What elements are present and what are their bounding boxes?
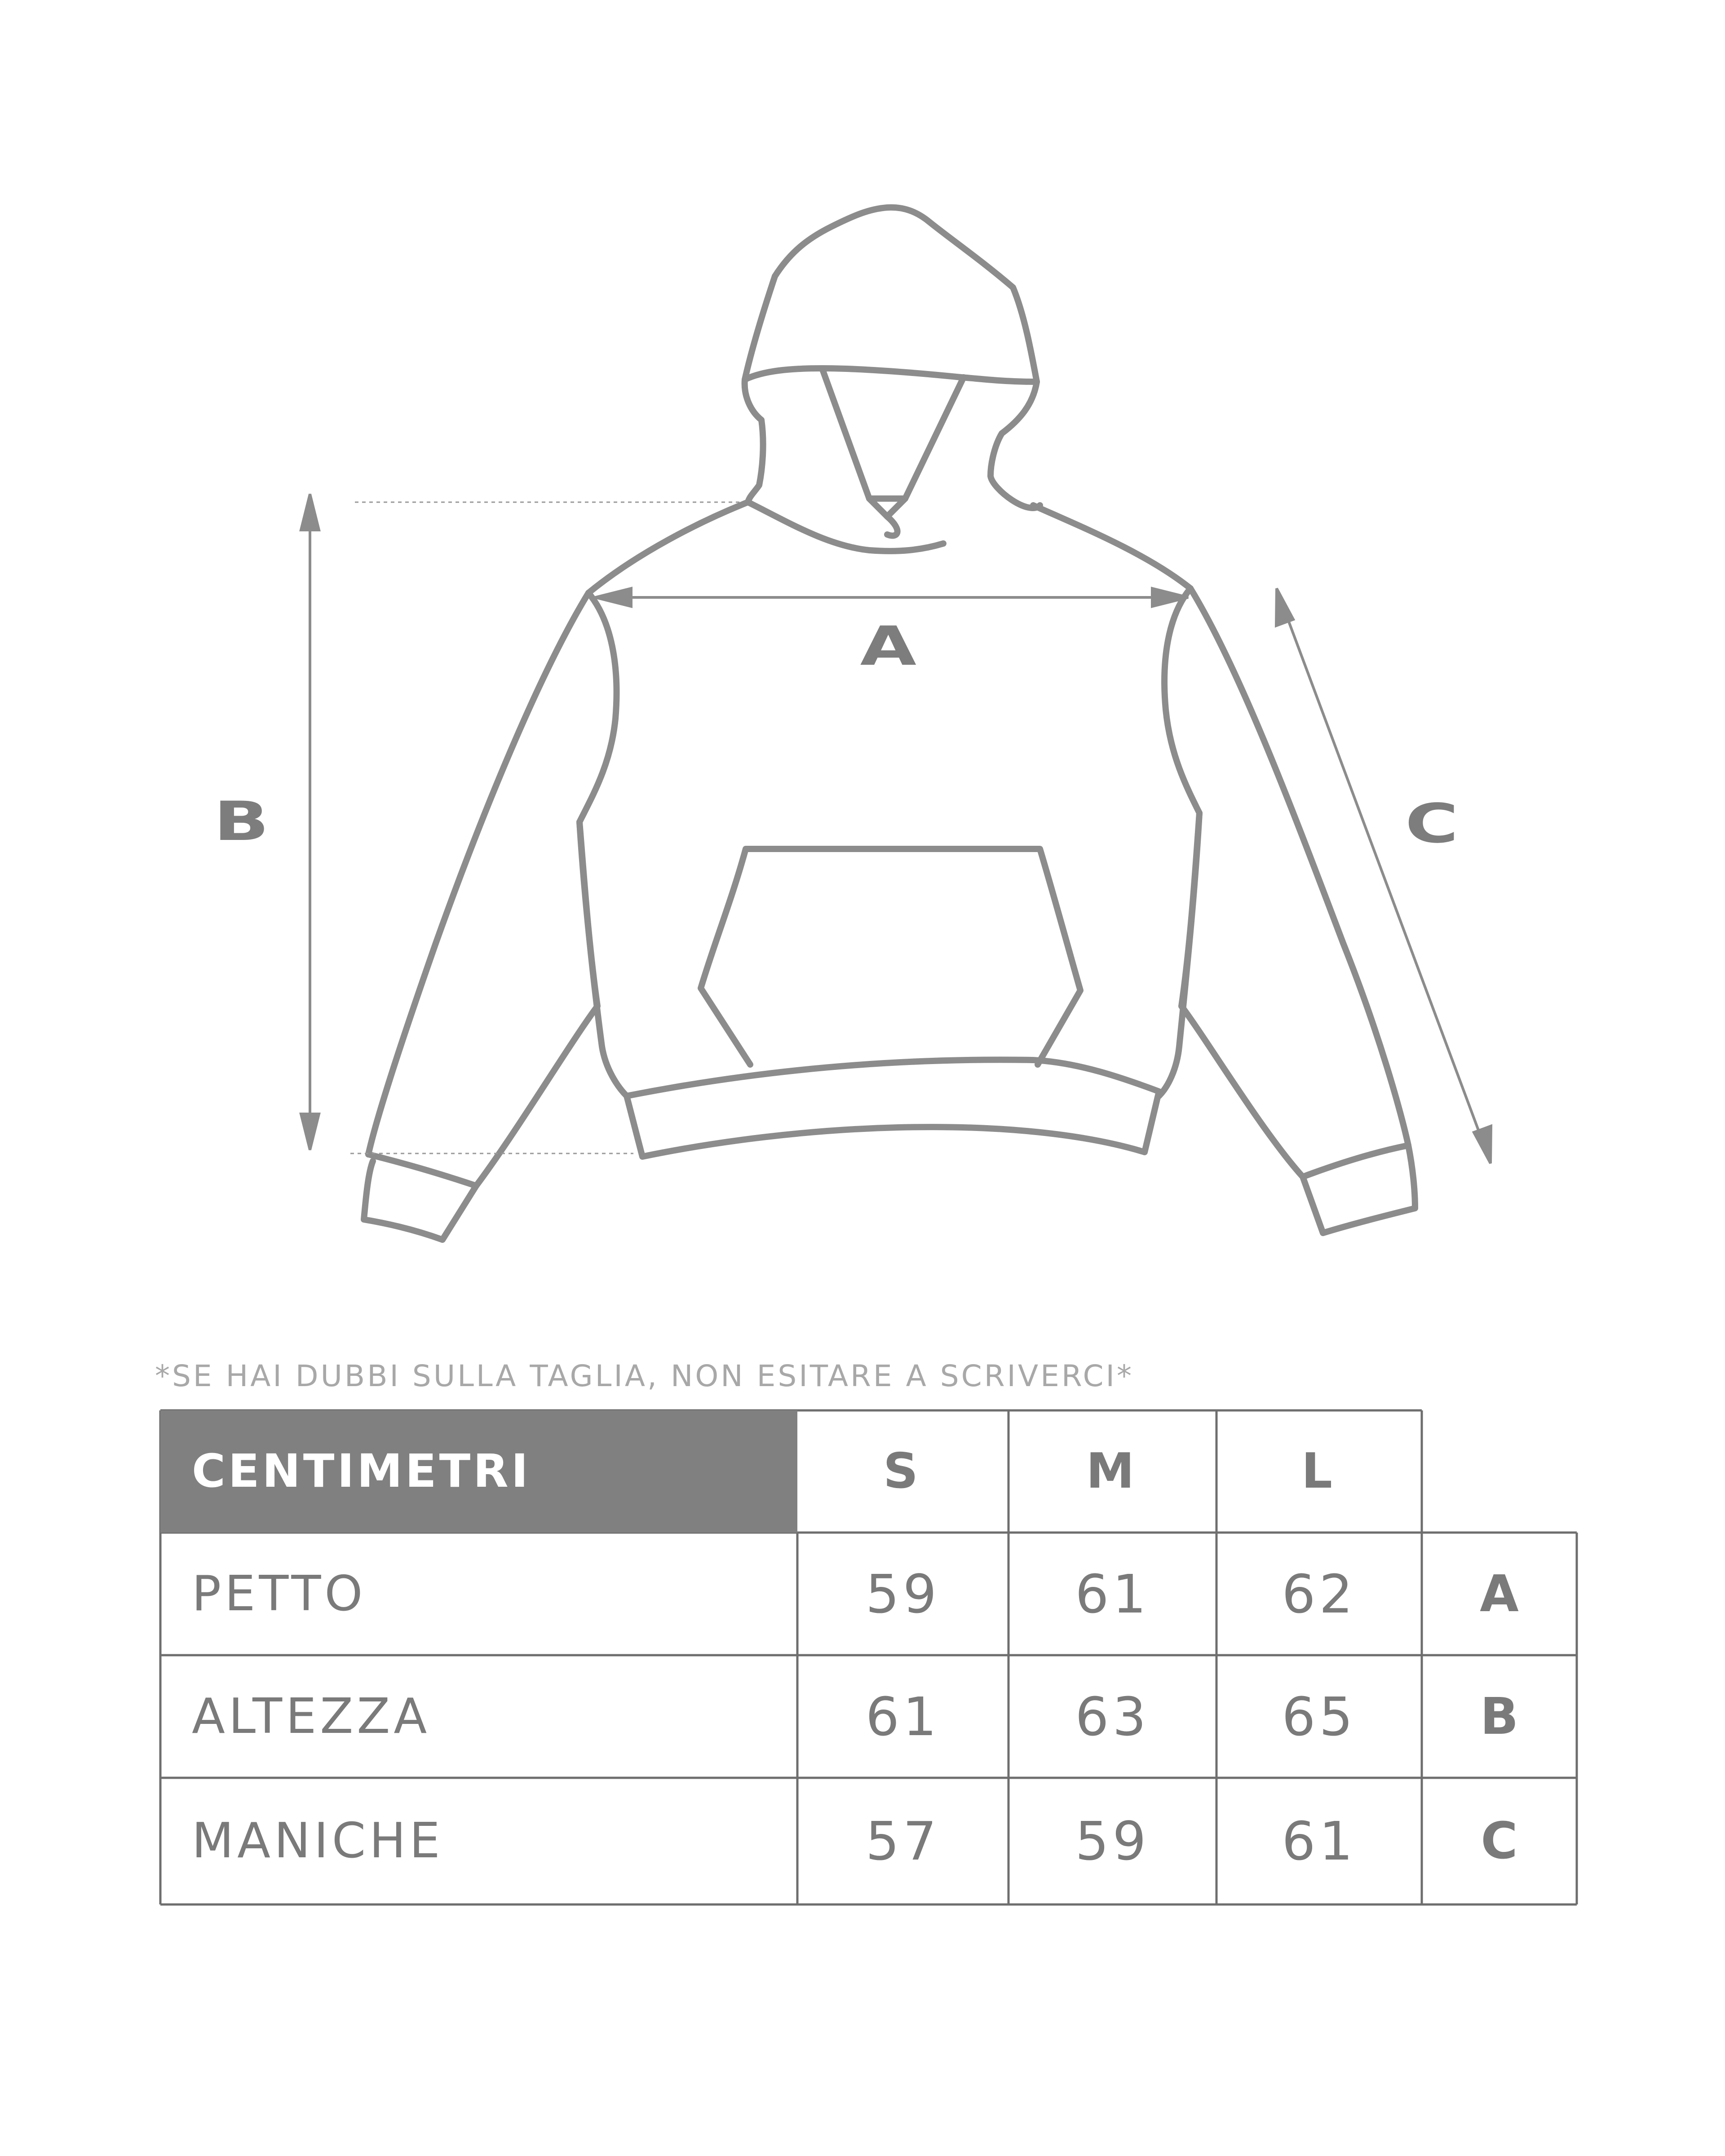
body-right-shoulder xyxy=(1033,505,1190,588)
hood-collar xyxy=(748,502,943,551)
value-petto-l: 62 xyxy=(1282,1563,1357,1625)
size-header-s: S xyxy=(883,1443,923,1499)
c-arrow-head-bottom xyxy=(1474,1126,1491,1163)
value-petto-s: 59 xyxy=(865,1563,941,1625)
right-cuff xyxy=(1303,1145,1415,1233)
value-altezza-m: 63 xyxy=(1075,1685,1150,1748)
size-header-l: L xyxy=(1301,1443,1337,1499)
value-petto-m: 61 xyxy=(1075,1563,1150,1625)
row-label-petto: PETTO xyxy=(192,1565,367,1622)
kangaroo-pocket xyxy=(701,849,1080,1065)
hood-left-side xyxy=(745,276,775,502)
row-label-altezza: ALTEZZA xyxy=(192,1688,431,1745)
code-petto: A xyxy=(1480,1564,1519,1623)
dimension-label-c: C xyxy=(1405,793,1461,855)
value-altezza-l: 65 xyxy=(1282,1685,1357,1748)
table-header-centimetri: CENTIMETRI xyxy=(160,1410,797,1533)
dimension-label-b: B xyxy=(213,791,272,853)
size-advice-note: *SE HAI DUBBI SULLA TAGLIA, NON ESITARE A SCRIVERCI* xyxy=(155,1359,1134,1393)
b-arrow-head-bottom xyxy=(301,1114,319,1150)
value-maniche-s: 57 xyxy=(865,1810,941,1872)
value-maniche-l: 61 xyxy=(1282,1810,1357,1872)
body-left-shoulder xyxy=(588,502,748,593)
b-arrow-head-top xyxy=(301,494,319,530)
hood-opening xyxy=(745,368,1037,382)
code-maniche: C xyxy=(1481,1812,1518,1870)
value-altezza-s: 61 xyxy=(865,1685,941,1748)
hood-collar-right xyxy=(887,517,898,536)
dimension-label-a: A xyxy=(860,615,919,678)
left-cuff xyxy=(364,1154,476,1240)
row-label-maniche: MANICHE xyxy=(192,1813,444,1869)
value-maniche-m: 59 xyxy=(1075,1810,1150,1872)
a-arrow-head-left xyxy=(595,588,631,606)
hood-inner-v xyxy=(822,368,964,517)
waistband xyxy=(627,1060,1159,1157)
body-left-sleeve-inner xyxy=(476,593,617,1186)
body-left-side xyxy=(579,822,627,1096)
c-arrow-head-top xyxy=(1276,588,1293,626)
hood-outline xyxy=(775,208,1040,508)
code-altezza: B xyxy=(1480,1687,1519,1746)
size-header-m: M xyxy=(1086,1443,1139,1499)
